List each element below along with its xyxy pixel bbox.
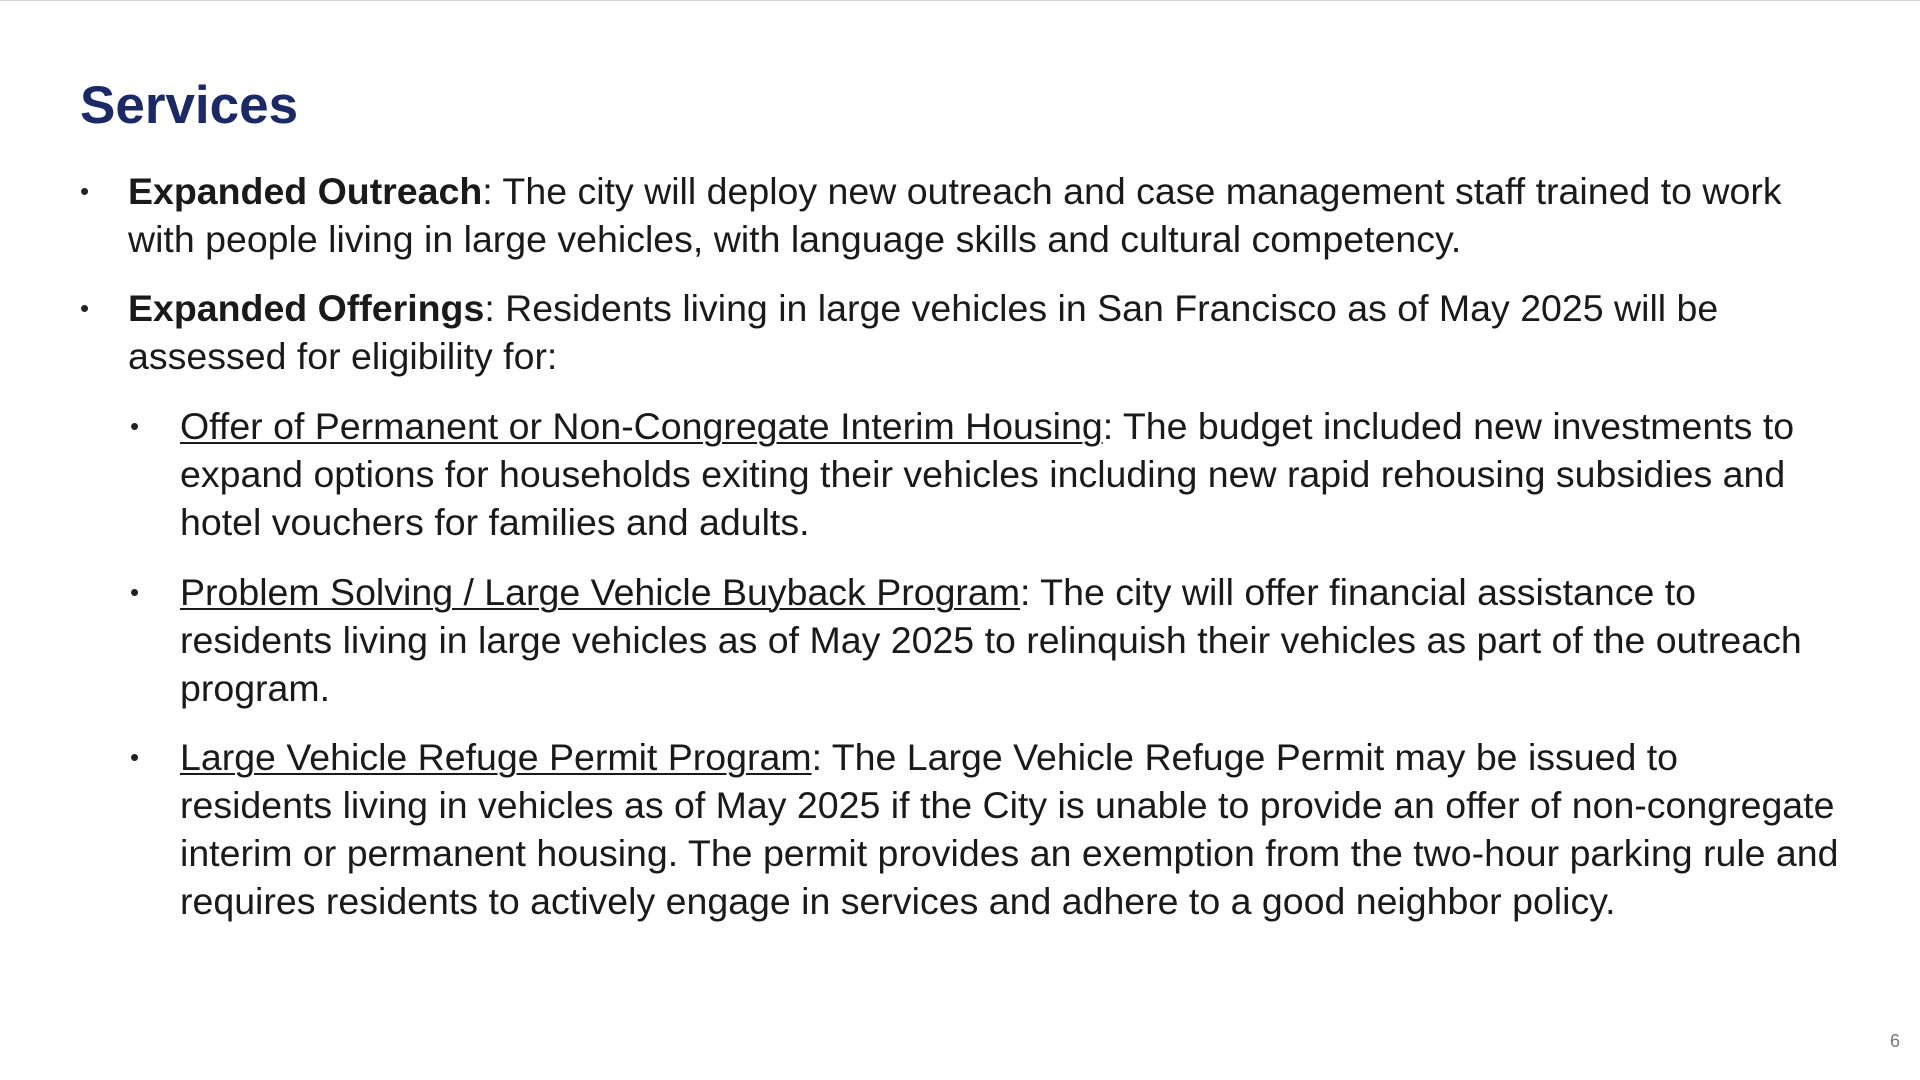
bullet-separator: : (1020, 571, 1031, 613)
bullet-marker: • (130, 742, 140, 772)
bullet-lead: Expanded Offerings (128, 287, 485, 329)
sub-bullet-housing-offer (130, 402, 1840, 546)
bullet-expanded-offerings (80, 284, 1828, 380)
bullet-lead: Expanded Outreach (128, 170, 483, 212)
bullet-expanded-outreach (80, 167, 1828, 263)
bullet-text: The city will deploy new outreach and case management staff trained to work with people living in large vehicles, with language skills and cultural competency. (128, 170, 1782, 260)
sub-bullet-refuge-permit (130, 733, 1840, 925)
bullet-separator: : (484, 287, 495, 329)
sub-bullet-buyback-program (130, 568, 1840, 712)
bullet-marker: • (80, 176, 90, 206)
page-number: 6 (1889, 1031, 1900, 1051)
bullet-marker: • (130, 577, 140, 607)
bullet-marker: • (80, 293, 90, 323)
sub-bullet-lead: Large Vehicle Refuge Permit Program (180, 736, 812, 778)
bullet-separator: : (1102, 405, 1114, 447)
bullet-separator: : (811, 736, 822, 778)
bullet-marker: • (130, 411, 140, 441)
sub-bullet-text: The budget included new investments to expand options for households exiting their vehicles including new rapid rehousing subsidies and hotel vouchers for families and adults. (180, 405, 1795, 543)
slide-title: Services (80, 76, 299, 135)
bullet-separator: : (482, 170, 493, 212)
sub-bullet-lead: Problem Solving / Large Vehicle Buyback Program (180, 571, 1021, 613)
sub-bullet-lead: Offer of Permanent or Non-Congregate Interim Housing (180, 405, 1103, 447)
bullet-list (0, 167, 1920, 925)
sub-bullet-text: The city will offer financial assistance to residents living in large vehicles as of May 2025 to relinquish their vehicles as part of the outreach program. (180, 571, 1802, 709)
bullet-text: Residents living in large vehicles in San Francisco as of May 2025 will be assessed for eligibility for: (128, 287, 1719, 377)
sub-bullet-text: The Large Vehicle Refuge Permit may be issued to residents living in vehicles as of May 2025 if the City is unable to provide an offer of non-congregate interim or permanent housing. The permit provides an exemption from the two-hour parking rule and requires residents to actively engage in services and adhere to a good neighbor policy. (180, 736, 1839, 922)
